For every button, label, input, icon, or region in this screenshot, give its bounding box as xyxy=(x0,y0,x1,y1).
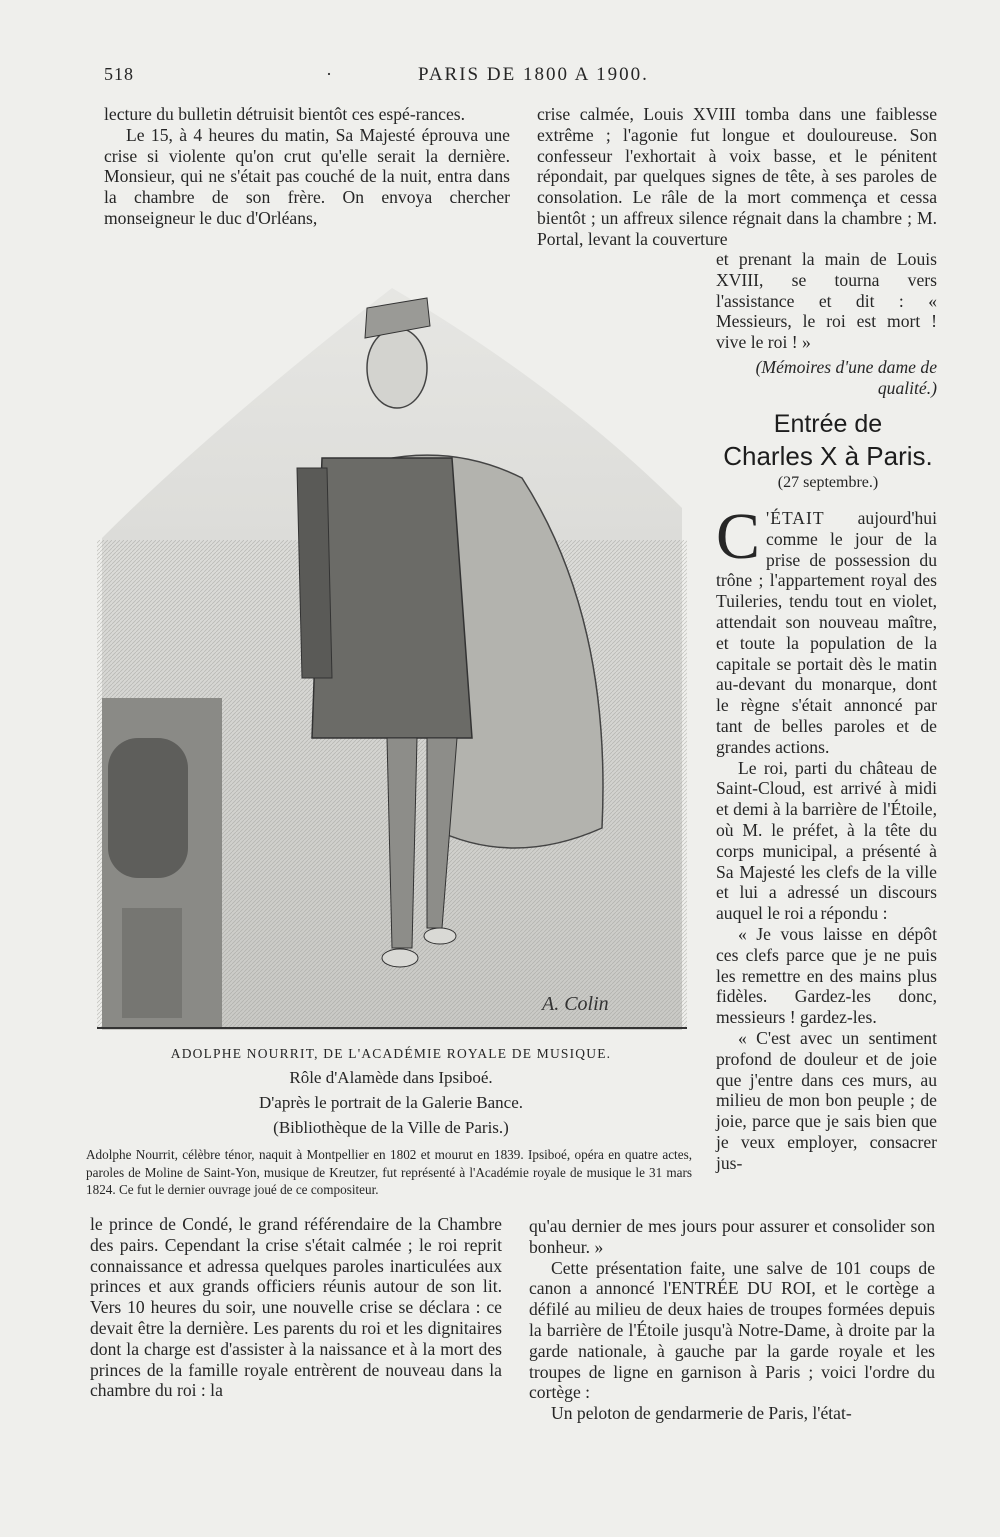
portrait-engraving xyxy=(92,268,690,1034)
caption-source: D'après le portrait de la Galerie Bance. xyxy=(258,1093,524,1112)
section-body xyxy=(716,500,937,1174)
section-title-line1: Entrée de xyxy=(773,410,883,438)
paragraph: Le roi, parti du château de Saint-Cloud, est arrivé à midi et demi à la barrière de l'Étoile, où M. le préfet, à la tête du corps municipal, a présenté à Sa Majesté les clefs de la ville et lui a adressé un discours auquel le roi a répondu : xyxy=(716,757,937,924)
paragraph: Un peloton de gendarmerie de Paris, l'état- xyxy=(551,1403,852,1424)
drop-cap: C xyxy=(716,500,761,573)
artist-signature: A. Colin xyxy=(542,993,609,1015)
opening-text: aujourd'hui comme le jour de la prise de possession du trône ; l'appartement royal des Tuileries, tendu tout en violet, attendait son nouveau maître, et toute la population de la capitale se portait dès le matin au-devant du monarque, dont le règne s'était annoncé par tant de belles paroles et de grandes actions. xyxy=(716,508,937,757)
attribution: (Mémoires d'une dame de qualité.) xyxy=(755,356,937,398)
opening-paragraph xyxy=(716,500,937,758)
section-date: (27 septembre.) xyxy=(777,474,879,491)
paragraph: « C'est avec un sentiment profond de douleur et de joie que j'entre dans ces murs, au milieu de mon bon peuple ; de joie, parce que je sais bien que je veux employer, consacrer jus- xyxy=(716,1027,937,1173)
paragraph: qu'au dernier de mes jours pour assurer et consolider son bonheur. » xyxy=(529,1216,935,1257)
header-dot: · xyxy=(326,64,332,84)
paragraph: Le 15, à 4 heures du matin, Sa Majesté éprouva une crise si violente qu'on crut qu'elle serait la dernière. Monsieur, qui ne s'était pas couché de la nuit, entra dans la chambre de son frère. On envoya chercher monseigneur le duc d'Orléans, xyxy=(104,124,510,228)
paragraph: « Je vous laisse en dépôt ces clefs parce que je ne puis les remettre en des mains plus fidèles. Gardez-les donc, messieurs ! gardez-les. xyxy=(716,923,937,1028)
right-column-narrow xyxy=(716,249,937,399)
opening-caps: 'ÉTAIT xyxy=(766,508,825,528)
running-title: PARIS DE 1800 A 1900. xyxy=(418,64,649,85)
paragraph: le prince de Condé, le grand référendaire de la Chambre des pairs. Cependant la crise s'était calmée ; le roi reprit connaissance et adressa quelques paroles inarticulées aux princes et aux grands officiers réunis autour de son lit. Vers 10 heures du soir, une nouvelle crise se déclara : ce devait être la dernière. Les parents du roi et les dignitaires dont la charge est d'assister à la naissance et à la mort des princes de la famille royale entrèrent de nouveau dans la chambre du roi : la xyxy=(90,1214,502,1401)
right-column-top xyxy=(537,104,937,250)
section-title-line2: Charles X à Paris. xyxy=(723,441,933,471)
paragraph: Cette présentation faite, une salve de 101 coups de canon a annoncé l'ENTRÉE DU ROI, et le cortège a défilé au milieu de deux haies de troupes formées depuis la barrière de l'Étoile jusqu'à Notre-Dame, à droite par la garde nationale, à gauche par la garde royale et les troupes de ligne en garnison à Paris ; voici l'ordre du cortège : xyxy=(529,1257,935,1403)
left-column-top xyxy=(104,104,510,229)
paragraph: crise calmée, Louis XVIII tomba dans une faiblesse extrême ; l'agonie fut longue et douloureuse. Son confesseur l'exhortait à voix basse, et le pénitent répondait, par quelques signes de tête, à ses paroles de consolation. Le râle de la mort commença et cessa bientôt ; un affreux silence régnait dans la chambre ; M. Portal, levant la couverture xyxy=(537,104,937,249)
page-number: 518 xyxy=(104,64,134,84)
caption-role: Rôle d'Alamède dans Ipsiboé. xyxy=(289,1068,493,1087)
paragraph: et prenant la main de Louis XVIII, se tourna vers l'assistance et dit : « Messieurs, le roi est mort ! vive le roi ! » xyxy=(716,249,937,353)
right-column-bottom xyxy=(529,1216,935,1424)
caption-library: (Bibliothèque de la Ville de Paris.) xyxy=(273,1118,509,1137)
portrait-illustration xyxy=(92,268,690,1034)
caption-note: Adolphe Nourrit, célèbre ténor, naquit à Montpellier en 1802 et mourut en 1839. Ipsiboé, opéra en quatre actes, paroles de Moline de Saint-Yon, musique de Kreutzer, fut représenté à l'Académie royale de musique le 31 mars 1824. Ce fut le dernier ouvrage joué de ce compositeur. xyxy=(86,1147,692,1197)
left-column-bottom xyxy=(90,1214,502,1401)
caption-title: ADOLPHE NOURRIT, DE L'ACADÉMIE ROYALE DE MUSIQUE. xyxy=(170,1046,612,1061)
paragraph: lecture du bulletin détruisit bientôt ces espé-rances. xyxy=(104,104,466,124)
